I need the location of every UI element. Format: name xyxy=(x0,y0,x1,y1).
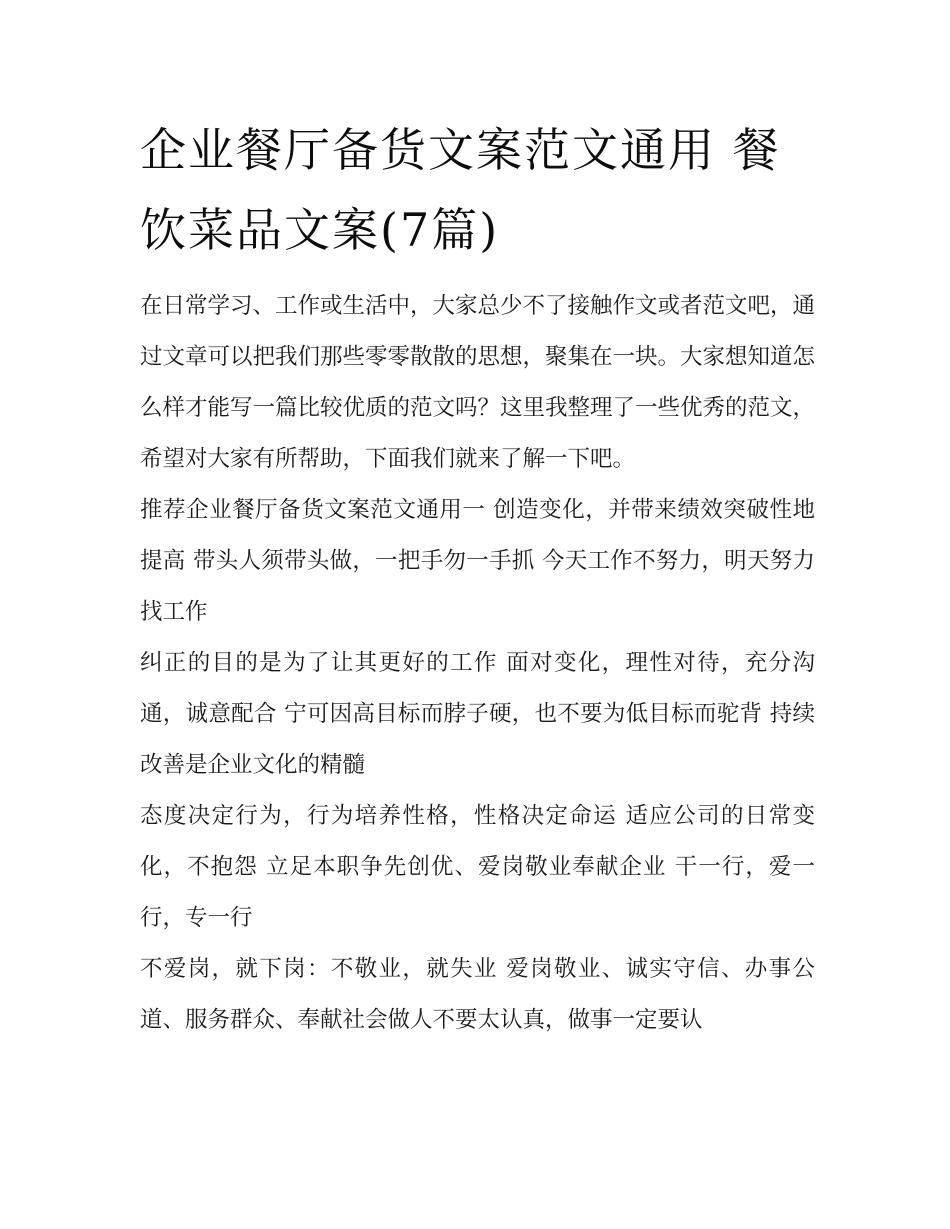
paragraph-3: 态度决定行为，行为培养性格，性格决定命运 适应公司的日常变化，不抱怨 立足本职争先创优、爱岗敬业奉献企业 干一行，爱一行，专一行 xyxy=(140,803,815,931)
paragraph-1: 推荐企业餐厅备货文案范文通用一 创造变化，并带来绩效突破性地提高 带头人须带头做，一把手勿一手抓 今天工作不努力，明天努力找工作 xyxy=(140,497,815,625)
paragraph-4: 不爱岗，就下岗：不敬业，就失业 爱岗敬业、诚实守信、办事公道、服务群众、奉献社会做人不要太认真，做事一定要认 xyxy=(140,956,815,1033)
paragraph-2: 纠正的目的是为了让其更好的工作 面对变化，理性对待，充分沟通，诚意配合 宁可因高目标而脖子硬，也不要为低目标而驼背 持续改善是企业文化的精髓 xyxy=(140,650,815,778)
document-body xyxy=(140,110,815,1046)
paragraph-intro: 在日常学习、工作或生活中，大家总少不了接触作文或者范文吧，通过文章可以把我们那些零零散散的思想，聚集在一块。大家想知道怎么样才能写一篇比较优质的范文吗？这里我整理了一些优秀的范文，希望对大家有所帮助，下面我们就来了解一下吧。 xyxy=(140,293,816,472)
document-title: 企业餐厅备货文案范文通用 餐饮菜品文案(7篇) xyxy=(140,123,781,257)
